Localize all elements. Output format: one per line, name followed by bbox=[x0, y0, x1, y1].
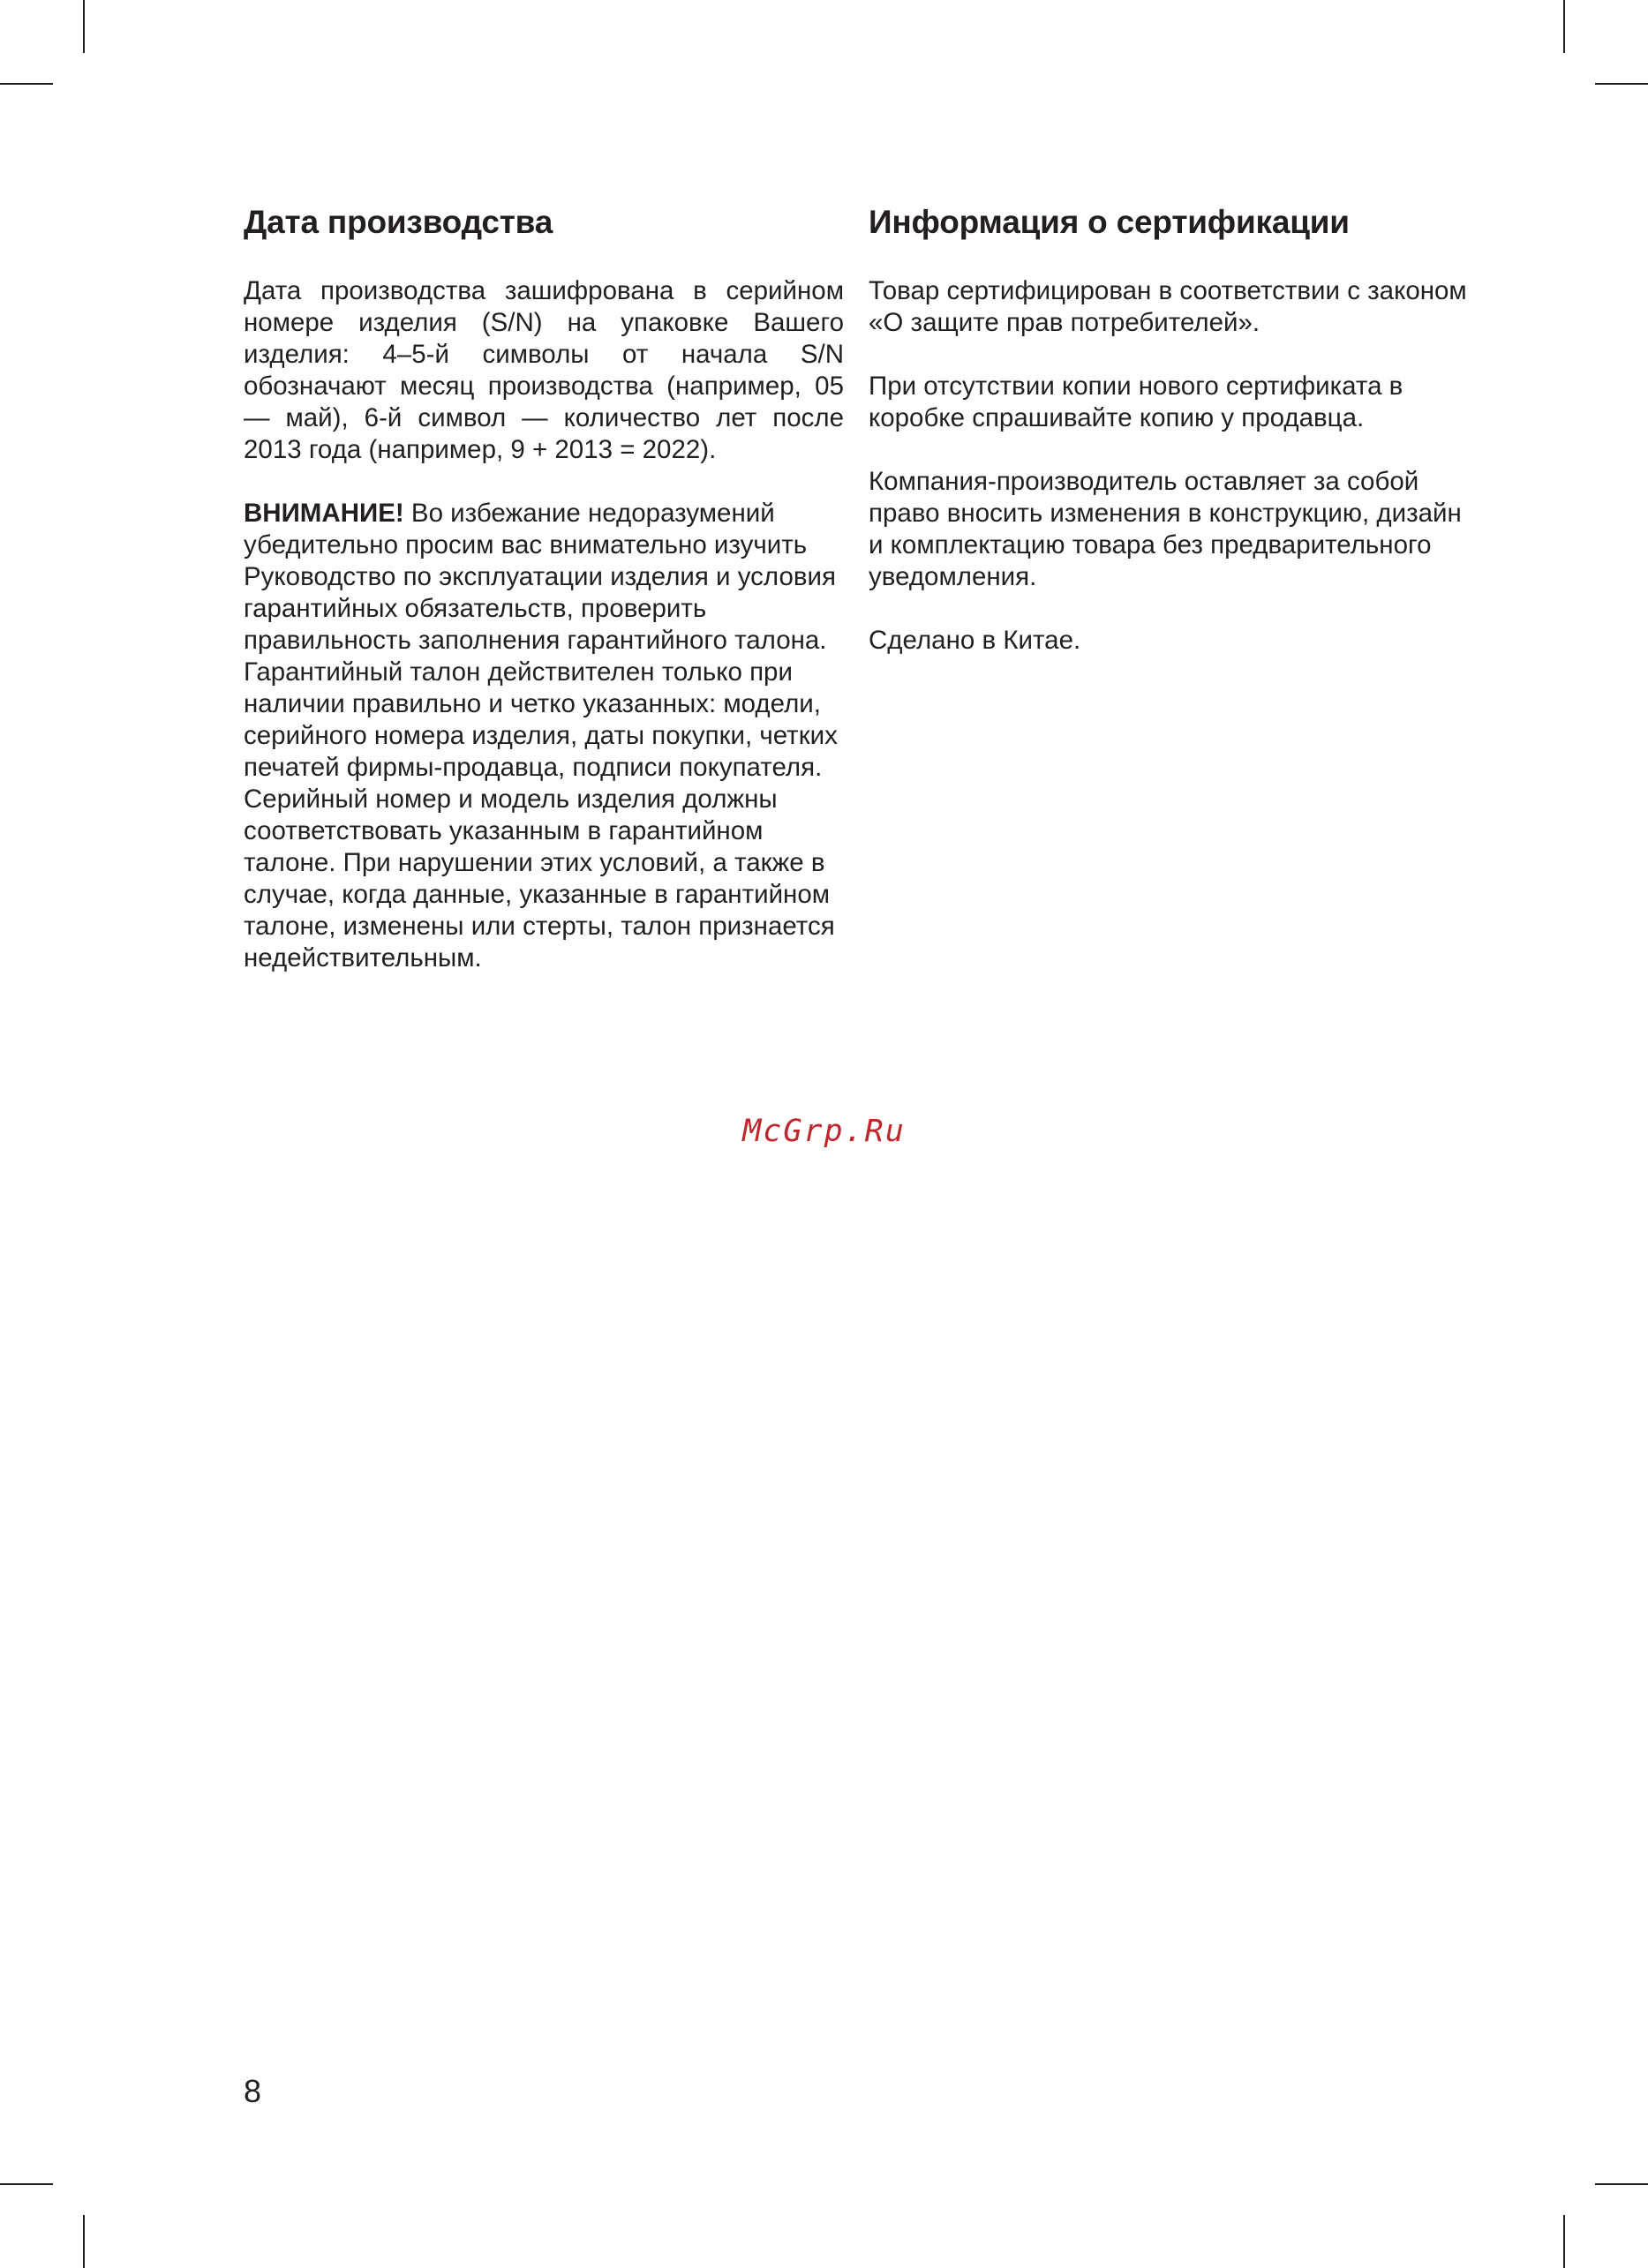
certification-section bbox=[869, 201, 1469, 688]
made-in-paragraph: Сделано в Китае. bbox=[869, 626, 1081, 655]
crop-mark-top-left-horizontal bbox=[0, 83, 53, 85]
crop-mark-bottom-right-vertical bbox=[1563, 2215, 1565, 2268]
watermark-link[interactable]: McGrp.Ru bbox=[742, 1114, 906, 1149]
certification-title: Информация о сертификации bbox=[869, 204, 1350, 240]
attention-label: ВНИМАНИЕ! bbox=[244, 499, 404, 528]
page-number: 8 bbox=[244, 2073, 262, 2109]
crop-mark-bottom-left-vertical bbox=[83, 2215, 85, 2268]
certification-paragraph-1: Товар сертифицирован в соответствии с законом «О защите прав потребителей». bbox=[869, 276, 1467, 337]
crop-mark-bottom-right-horizontal bbox=[1595, 2183, 1648, 2185]
certification-paragraph-2: При отсутствии копии нового сертификата в коробке спрашивайте копию у продавца. bbox=[869, 372, 1403, 432]
crop-mark-top-right-horizontal bbox=[1595, 83, 1648, 85]
attention-text: Во избежание недоразумений убедительно просим вас внимательно изучить Руководство по эксплуатации изделия и условия гарантийных обязательств, проверить правильность заполнения гарантийного талона. Гарантийный талон действителен только при наличии правильно и четко указанных: модели, серийного номера изделия, даты покупки, четких печатей фирмы-продавца, подписи покупателя. Серийный номер и модель изделия должны соответствовать указанным в гарантийном талоне. При нарушении этих условий, а также в случае, когда данные, указанные в гарантийном талоне, изменены или стерты, талон признается недействительным. bbox=[244, 499, 838, 973]
crop-mark-top-left-vertical bbox=[83, 0, 85, 53]
crop-mark-top-right-vertical bbox=[1563, 0, 1565, 53]
production-date-paragraph: Дата производства зашифрована в серийном номере изделия (S/N) на упаковке Вашего изделия: 4–5-й символы от начала S/N обозначают месяц производства (например, 05 — май), 6-й символ — количество лет после 2013 года (например, 9 + 2013 = 2022). bbox=[244, 276, 844, 464]
crop-mark-bottom-left-horizontal bbox=[0, 2183, 53, 2185]
attention-paragraph bbox=[244, 498, 844, 974]
production-date-section bbox=[244, 201, 844, 1006]
certification-paragraph-3: Компания-производитель оставляет за собой право вносить изменения в конструкцию, дизайн и комплектацию товара без предварительного уведомления. bbox=[869, 467, 1462, 591]
production-date-title: Дата производства bbox=[244, 204, 553, 240]
